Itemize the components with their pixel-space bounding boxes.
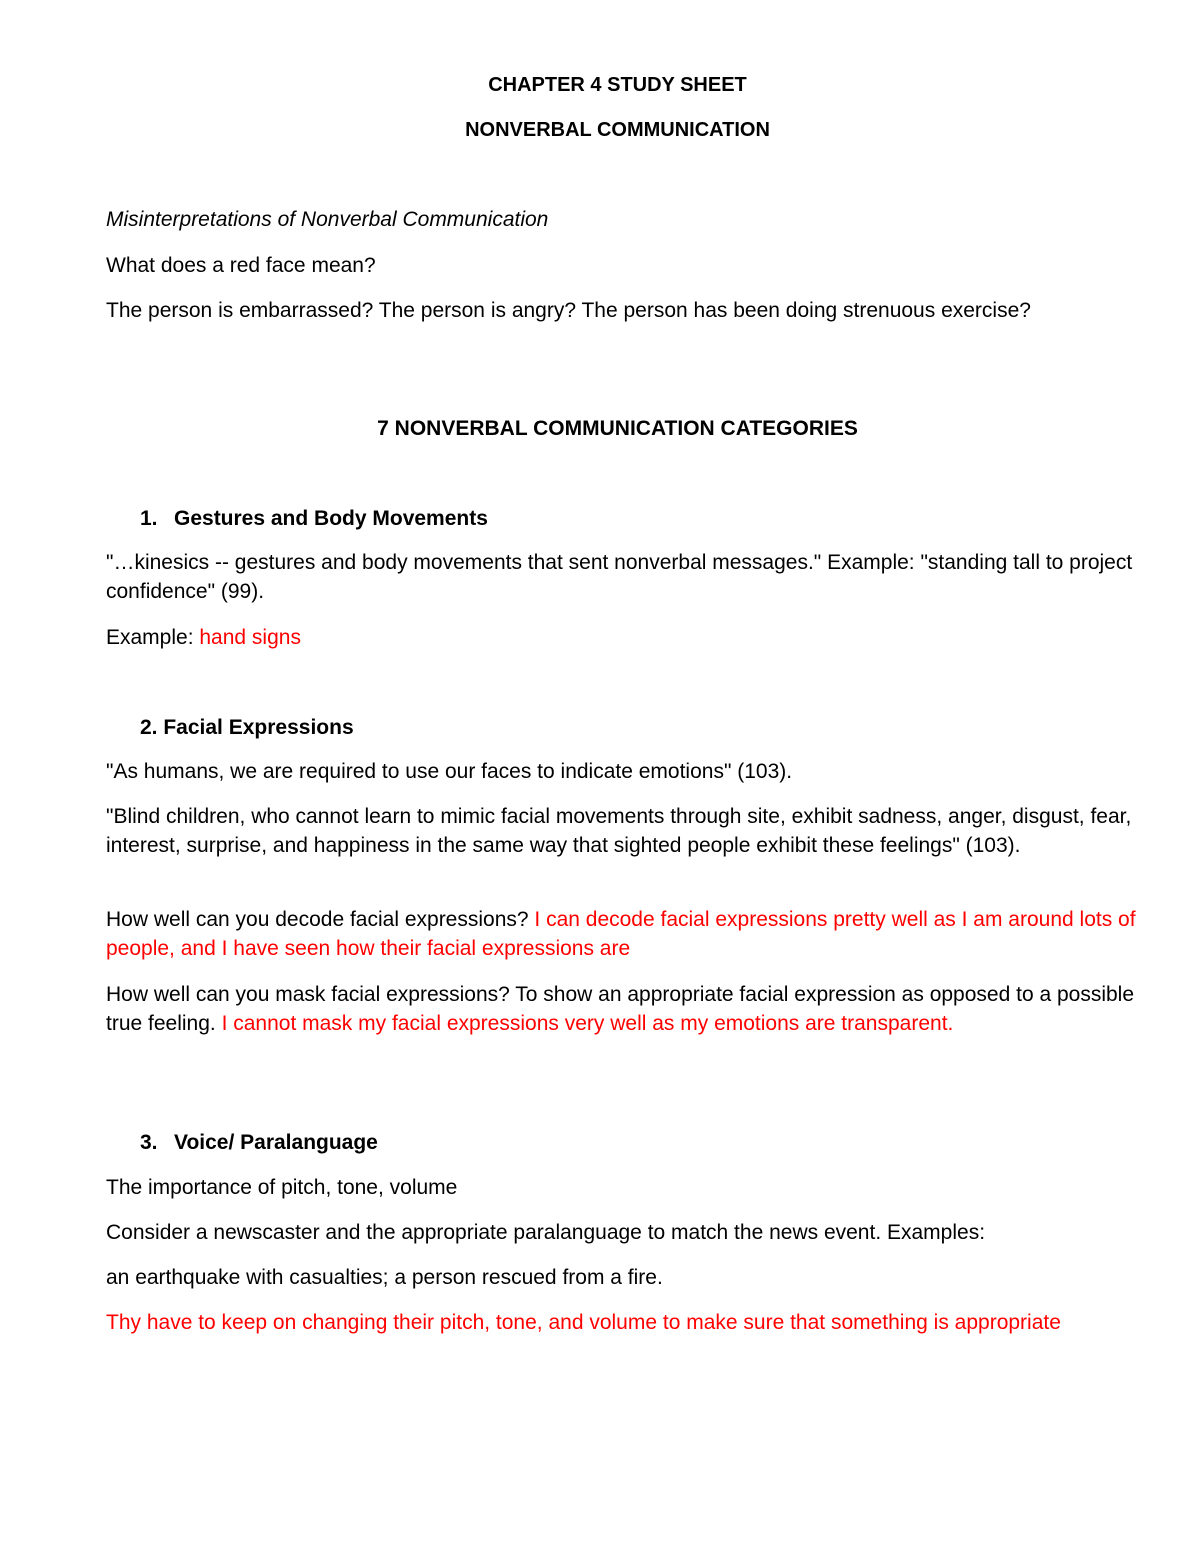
section-2-heading — [140, 714, 354, 742]
section-1-example — [106, 623, 1136, 652]
section-1-number: 1. — [140, 507, 158, 530]
section-2-quote-1: "As humans, we are required to use our faces to indicate emotions" (103). — [106, 760, 793, 783]
intro-heading: Misinterpretations of Nonverbal Communication — [106, 208, 549, 231]
section-2-mask-answer: I cannot mask my facial expressions very well as my emotions are transparent. — [221, 1012, 954, 1035]
section-1-example-label: Example: — [106, 626, 200, 649]
section-3-heading — [140, 1129, 378, 1157]
section-3-answer: Thy have to keep on changing their pitch, tone, and volume to make sure that something is appropriate — [106, 1311, 1061, 1334]
section-2-title: Facial Expressions — [163, 716, 354, 739]
section-2-decode — [106, 905, 1136, 963]
section-3-title: Voice/ Paralanguage — [174, 1131, 378, 1154]
section-1-heading — [140, 505, 488, 533]
section-3-line-3: an earthquake with casualties; a person rescued from a fire. — [106, 1266, 663, 1289]
section-1-example-answer: hand signs — [199, 626, 301, 649]
page-title: CHAPTER 4 STUDY SHEET — [488, 74, 747, 96]
section-2-decode-answer: I can decode facial expressions pretty well as I am around lots of people, and I have seen how their facial expressions are — [106, 908, 1136, 960]
section-2-mask-question: How well can you mask facial expressions? To show an appropriate facial expression as opposed to a possible true feeling. — [106, 983, 1135, 1035]
section-1-quote: "…kinesics -- gestures and body movements that sent nonverbal messages." Example: "standing tall to project confidence" (99). — [106, 551, 1133, 603]
section-2-decode-question: How well can you decode facial expressions? — [106, 908, 535, 931]
page-subtitle: NONVERBAL COMMUNICATION — [465, 119, 770, 141]
section-3-number: 3. — [140, 1131, 158, 1154]
section-2-number: 2. — [140, 716, 158, 739]
section-2-quote-2: "Blind children, who cannot learn to mimic facial movements through site, exhibit sadness, anger, disgust, fear, interest, surprise, and happiness in the same way that sighted people exhibit these feelings" (103). — [106, 805, 1132, 857]
intro-question: What does a red face mean? — [106, 254, 376, 277]
section-3-line-1: The importance of pitch, tone, volume — [106, 1176, 458, 1199]
categories-title: 7 NONVERBAL COMMUNICATION CATEGORIES — [377, 417, 858, 440]
intro-answers: The person is embarrassed? The person is angry? The person has been doing strenuous exercise? — [106, 299, 1031, 322]
section-1-title: Gestures and Body Movements — [174, 507, 488, 530]
section-3-line-2: Consider a newscaster and the appropriate paralanguage to match the news event. Examples: — [106, 1221, 986, 1244]
section-2-mask — [106, 980, 1136, 1038]
